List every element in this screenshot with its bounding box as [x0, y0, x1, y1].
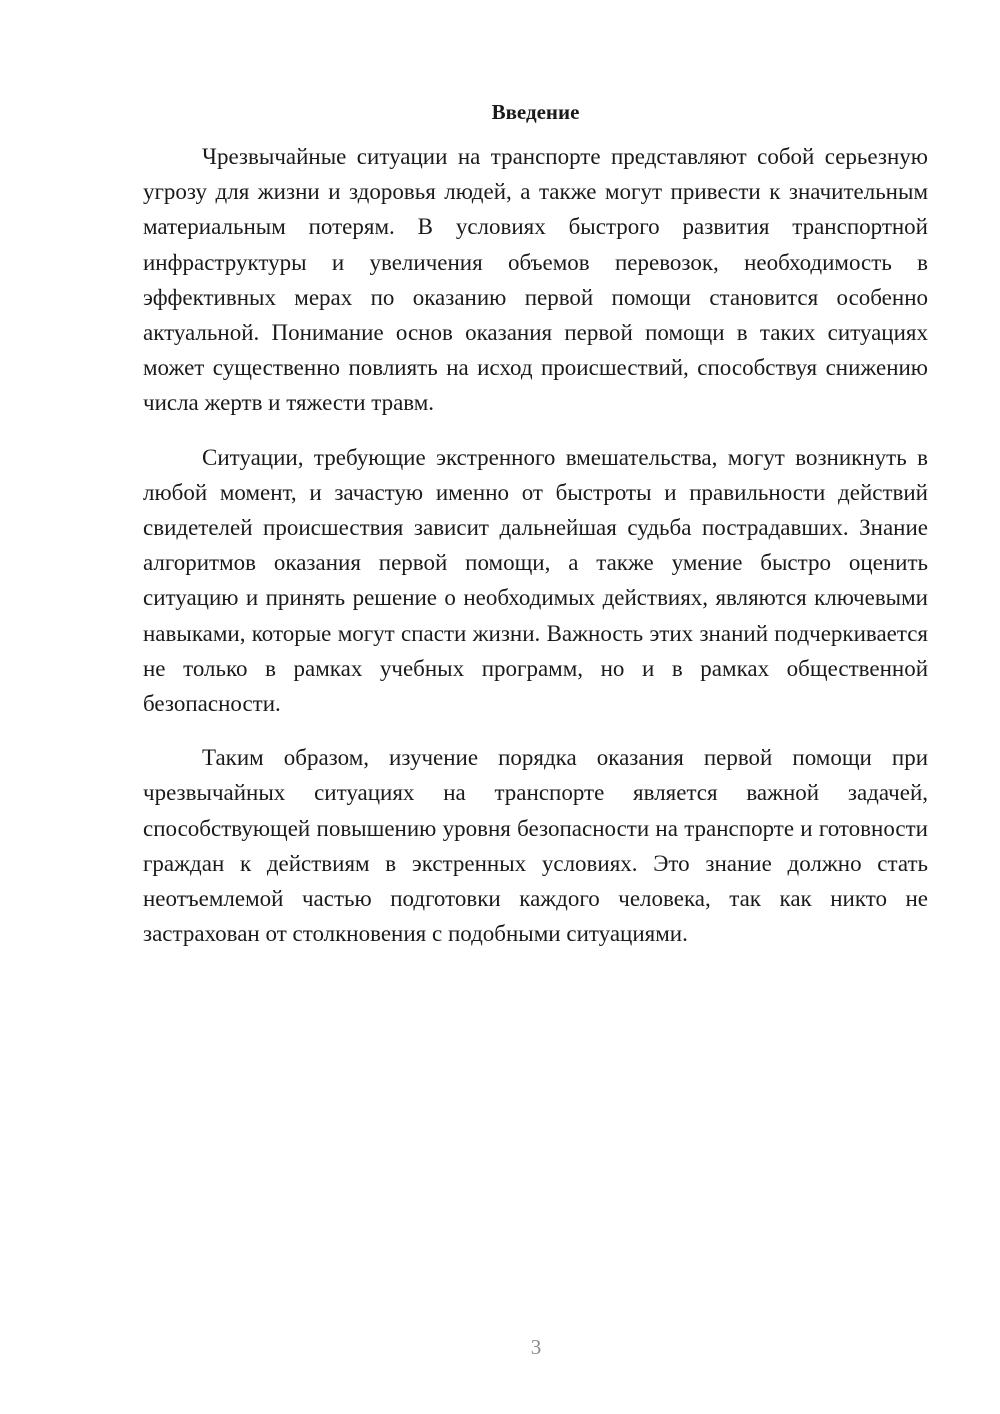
paragraph-1: Чрезвычайные ситуации на транспорте представляют собой серьезную угрозу для жизни и здоровья людей, а также могут привести к значительным материальным потерям. В условиях быстрого развития транспортной инфраструктуры и увеличения объемов перевозок, необходимость в эффективных мерах по оказанию первой помощи становится особенно актуальной. Понимание основ оказания первой помощи в таких ситуациях может существенно повлиять на исход происшествий, способствуя снижению числа жертв и тяжести травм.: [143, 144, 928, 416]
section-title: Введение: [491, 100, 580, 124]
document-body: [143, 96, 928, 951]
paragraph-3: Таким образом, изучение порядка оказания первой помощи при чрезвычайных ситуациях на транспорте является важной задачей, способствующей повышению уровня безопасности на транспорте и готовности граждан к действиям в экстренных условиях. Это знание должно стать неотъемлемой частью подготовки каждого человека, так как никто не застрахован от столкновения с подобными ситуациями.: [143, 745, 928, 947]
page-number: 3: [530, 1335, 542, 1359]
paragraph-2: Ситуации, требующие экстренного вмешательства, могут возникнуть в любой момент, и зачастую именно от быстроты и правильности действий свидетелей происшествия зависит дальнейшая судьба пострадавших. Знание алгоритмов оказания первой помощи, а также умение быстро оценить ситуацию и принять решение о необходимых действиях, являются ключевыми навыками, которые могут спасти жизни. Важность этих знаний подчеркивается не только в рамках учебных программ, но и в рамках общественной безопасности.: [143, 444, 928, 717]
